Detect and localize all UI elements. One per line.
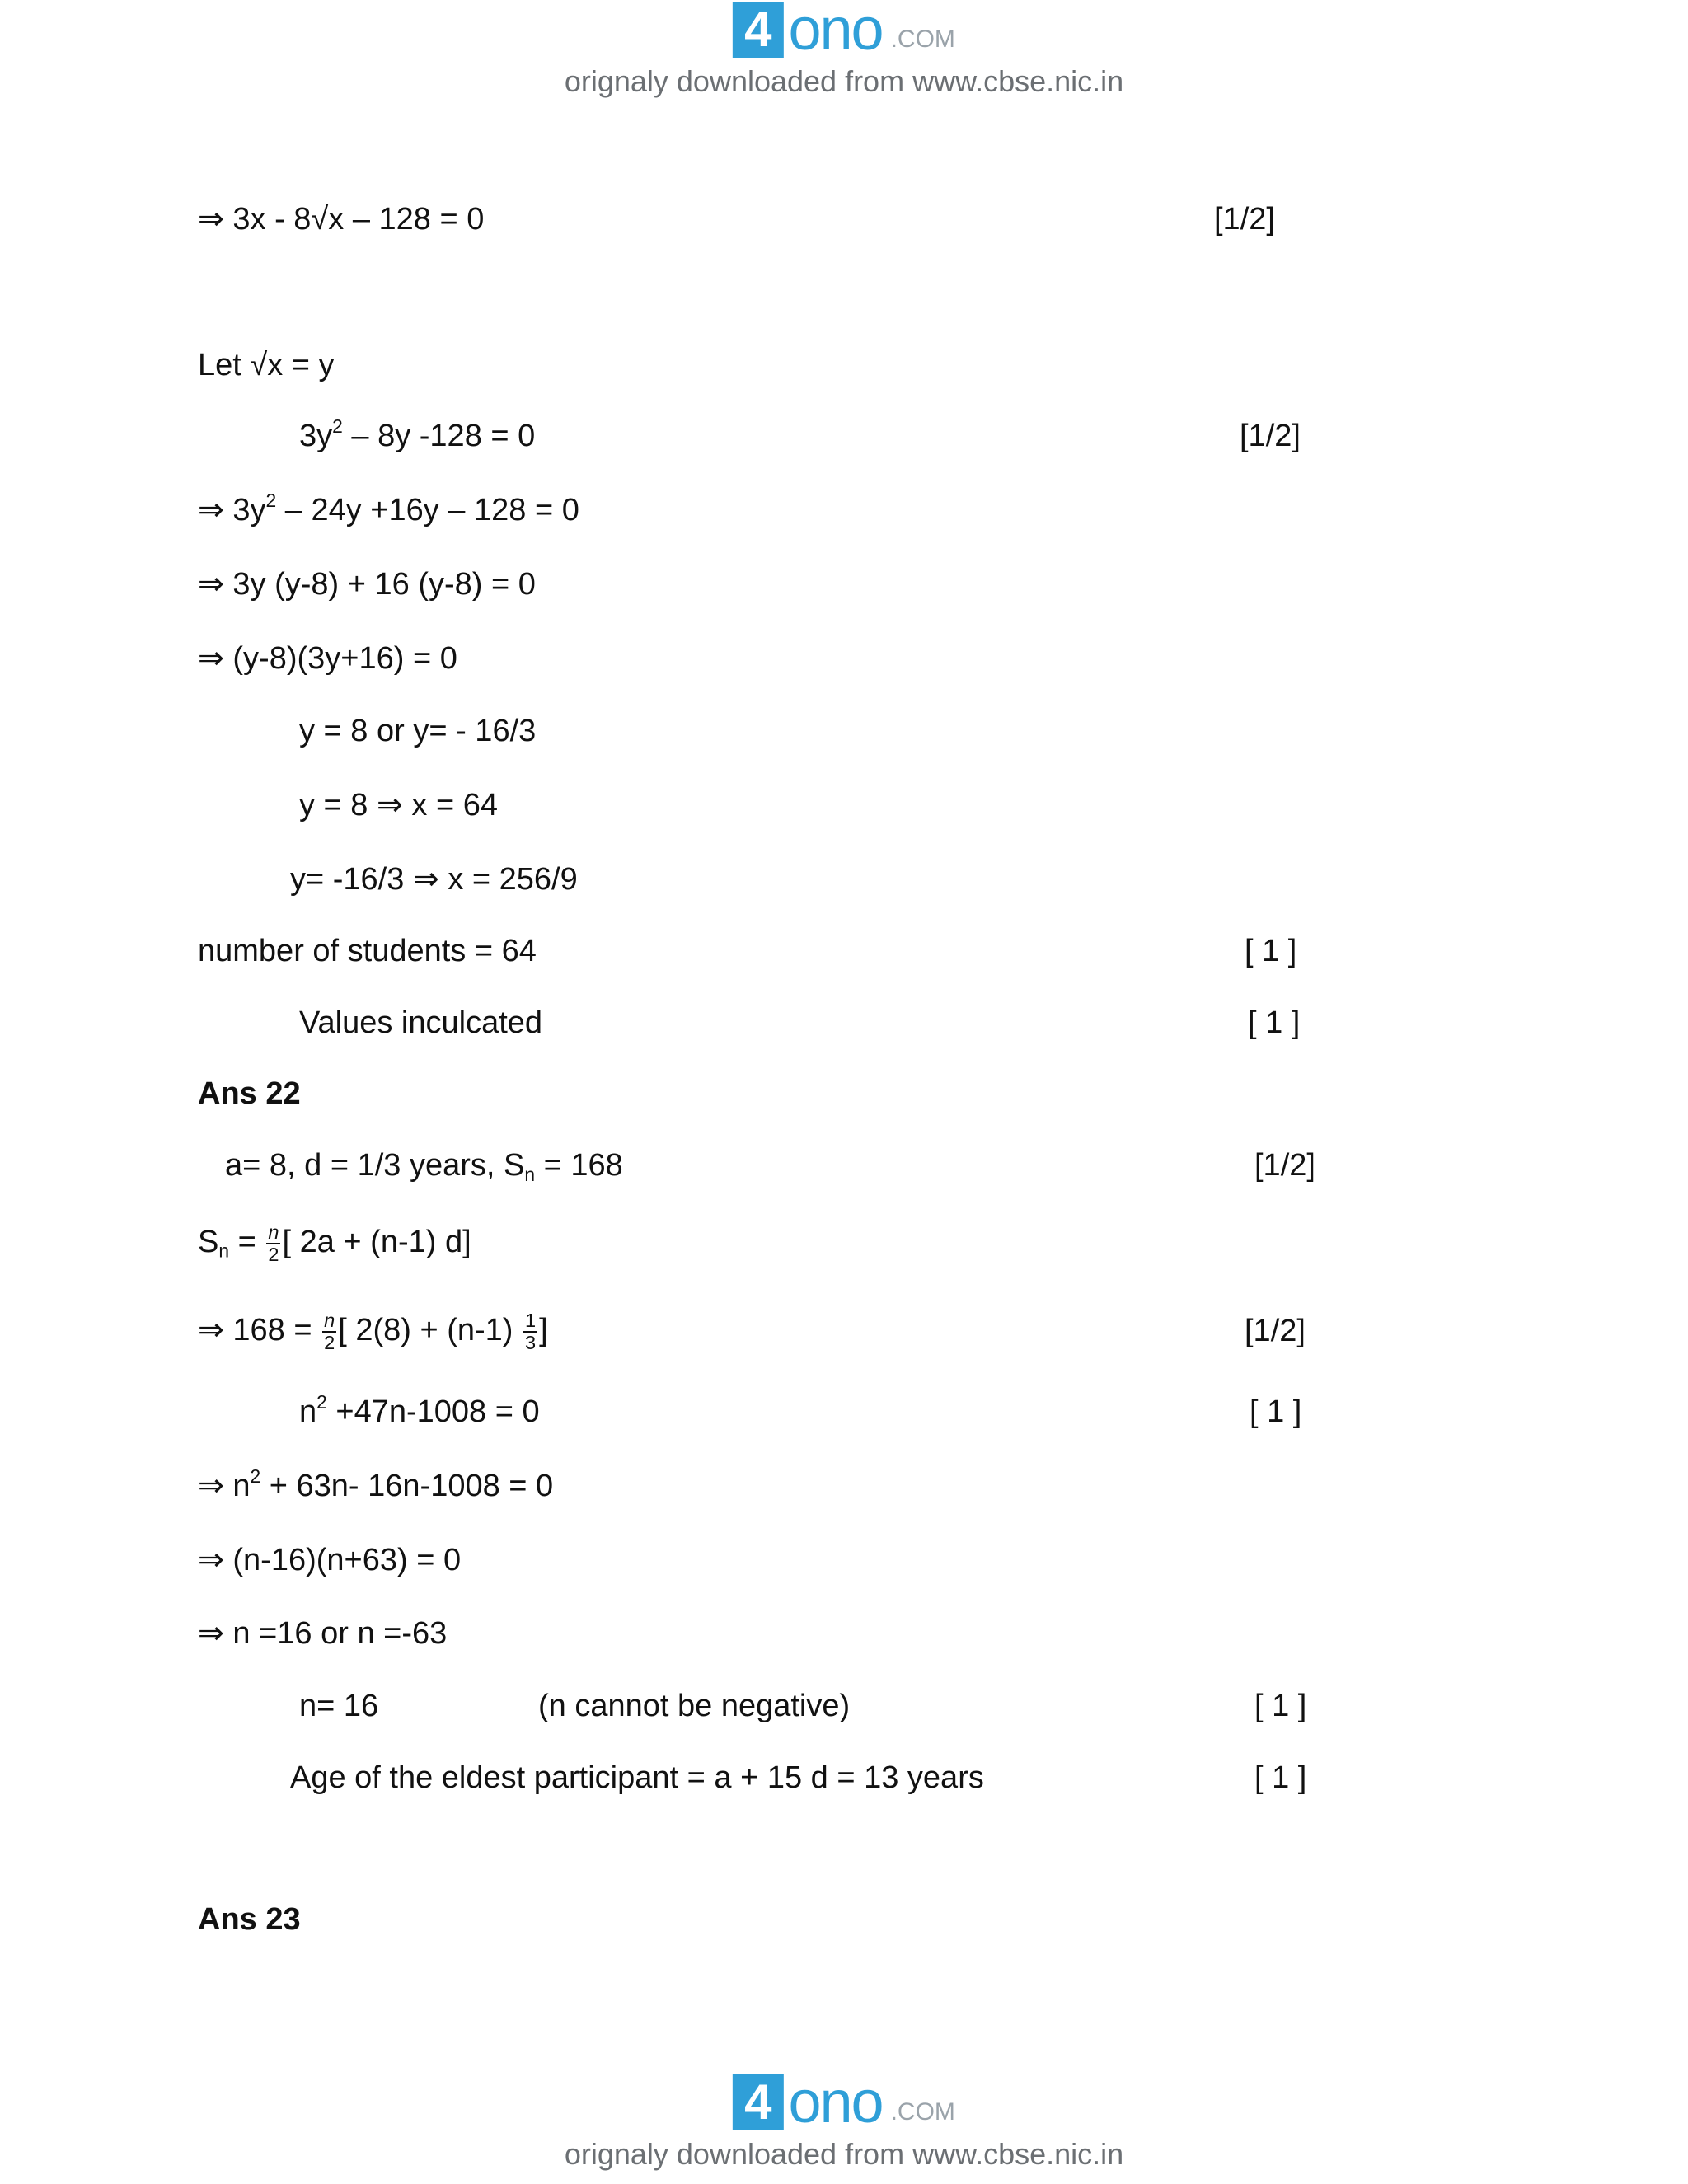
answer-heading: Ans 23 — [198, 1902, 301, 1937]
statement-line: Values inculcated — [299, 1005, 543, 1040]
mark-label: [1/2] — [1240, 419, 1301, 453]
equation-line: Let √x = y — [198, 348, 335, 382]
mark-label: [ 1 ] — [1245, 934, 1297, 968]
equation-line: ⇒ 3y (y-8) + 16 (y-8) = 0 — [198, 567, 536, 602]
mark-label: [ 1 ] — [1250, 1394, 1302, 1429]
equation-line: $S_n$ = $\frac{n}{2}$ [ 2a + (n-1) d] — [198, 1221, 471, 1265]
note-text: (n cannot be negative) — [538, 1689, 851, 1723]
logo-suffix: .COM — [890, 2098, 955, 2125]
logo-suffix: .COM — [890, 26, 955, 53]
equation-line: ⇒ (y-8)(3y+16) = 0 — [198, 641, 457, 676]
equation-line: y= -16/3 ⇒ x = 256/9 — [290, 862, 578, 897]
mark-label: [1/2] — [1254, 1148, 1315, 1183]
equation-line: a= 8, d = 1/3 years, $S_n = 168$ — [225, 1148, 623, 1185]
equation-line: $3y^2 - 8y$ -128 = 0 — [299, 415, 536, 453]
mark-label: [1/2] — [1245, 1314, 1306, 1348]
logo-brand-mark: 4 — [733, 2074, 783, 2130]
mark-label: [1/2] — [1214, 202, 1275, 237]
equation-line: ⇒ $3y^2 - 24y +16y - 128 = 0$ — [198, 490, 579, 527]
logo-brand-mark: 4 — [733, 2, 783, 58]
equation-line: ⇒ 3x - 8√x – 128 = 0 — [198, 202, 485, 237]
header-logo — [565, 2, 1123, 99]
logo-brand-text: ono — [788, 0, 883, 63]
equation-line: ⇒ (n-16)(n+63) = 0 — [198, 1543, 462, 1577]
statement-line: Age of the eldest participant = a + 15 d = 13 years — [290, 1760, 984, 1795]
logo-brand-text: ono — [788, 2069, 883, 2135]
source-caption: orignaly downloaded from www.cbse.nic.in — [564, 2137, 1124, 2171]
statement-line: number of students = 64 — [198, 934, 537, 968]
source-caption: orignaly downloaded from www.cbse.nic.in — [564, 64, 1124, 98]
footer-logo — [564, 2069, 1124, 2172]
mark-label: [ 1 ] — [1254, 1760, 1307, 1795]
mark-label: [ 1 ] — [1248, 1005, 1301, 1040]
equation-line: y = 8 or y= - 16/3 — [299, 714, 537, 748]
equation-line: n= 16 — [299, 1689, 379, 1723]
mark-label: [ 1 ] — [1254, 1689, 1307, 1723]
equation-line: ⇒ $n^2 + 63n-$ 16n-1008 = 0 — [198, 1465, 554, 1503]
equation-line: ⇒ 168 = $\frac{n}{2}$ [ 2(8) + (n-1) $\frac{1}{3}$ ] — [198, 1310, 548, 1353]
equation-line: ⇒ n =16 or n =-63 — [198, 1616, 448, 1651]
equation-line: $n^2 +47n-1008 = 0$ — [299, 1391, 540, 1429]
answer-heading: Ans 22 — [198, 1076, 301, 1111]
equation-line: y = 8 ⇒ x = 64 — [299, 788, 498, 823]
